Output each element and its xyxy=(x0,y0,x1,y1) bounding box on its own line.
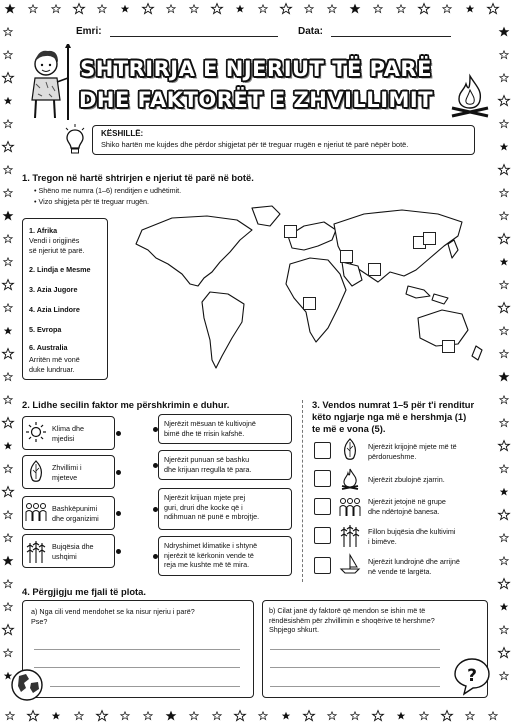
border-star xyxy=(488,4,499,14)
border-star xyxy=(259,5,267,13)
factor-label-4: Bujqësia dhe ushqimi xyxy=(52,542,94,561)
border-star xyxy=(373,711,384,721)
border-star xyxy=(4,258,12,266)
event-text-3: Njerëzit jetojnë në grupe dhe ndërtojnë banesa. xyxy=(368,497,446,516)
event-number-box-1[interactable] xyxy=(314,442,331,459)
people-icon xyxy=(339,497,361,517)
border-star xyxy=(4,465,12,473)
border-star xyxy=(4,442,12,450)
stone-tool-icon xyxy=(28,460,44,484)
border-star xyxy=(3,625,14,635)
fire-icon xyxy=(340,468,360,490)
border-star xyxy=(499,648,510,658)
border-star xyxy=(3,73,14,83)
answer-a-line-1[interactable] xyxy=(34,649,240,650)
route-item-1: 1. Afrika xyxy=(29,226,58,235)
border-star xyxy=(500,557,508,565)
border-star xyxy=(212,4,223,14)
event-text-4: Fillon bujqësia dhe kultivimi i bimëve. xyxy=(368,527,456,546)
border-star xyxy=(466,712,474,720)
people-icon xyxy=(25,502,47,522)
event-text-1: Njerëzit krijojnë mjete më të përdorueshme. xyxy=(368,442,457,461)
border-star xyxy=(499,27,510,37)
factor-label-1: Klima dhe mjedisi xyxy=(52,424,84,443)
border-star xyxy=(3,211,14,221)
factor-dot-2[interactable] xyxy=(116,470,121,475)
map-box-africa[interactable] xyxy=(303,297,316,310)
factor-label-3: Bashkëpunimi dhe organizimi xyxy=(52,504,99,523)
border-star xyxy=(500,396,508,404)
event-number-box-4[interactable] xyxy=(314,527,331,544)
border-star xyxy=(167,5,175,13)
border-star xyxy=(419,4,430,14)
border-star xyxy=(190,712,198,720)
question-b: b) Cilat janë dy faktorë që mendon se ishin më të rëndësishëm për zhvillimin e shoqërive të hershme? Shpjego shkurt. xyxy=(269,606,435,634)
border-star xyxy=(190,5,198,13)
section-3-heading-3: te më e vona (5). xyxy=(312,423,386,434)
page-title-line-2: DHE FAKTORËT E ZHVILLIMIT xyxy=(78,88,434,112)
border-star xyxy=(500,212,508,220)
tip-label: KËSHILLË: xyxy=(101,129,144,138)
tip-box xyxy=(92,125,475,155)
border-star xyxy=(4,649,12,657)
name-label: Emri: xyxy=(76,26,102,37)
event-number-box-5[interactable] xyxy=(314,557,331,574)
world-map xyxy=(112,200,490,375)
border-star xyxy=(442,711,453,721)
question-bubble-icon xyxy=(452,656,492,696)
border-star xyxy=(466,5,474,13)
border-star xyxy=(328,712,336,720)
wheat-icon xyxy=(26,539,46,563)
border-star xyxy=(3,349,14,359)
description-dot-1[interactable] xyxy=(153,427,158,432)
border-star xyxy=(4,580,12,588)
border-star xyxy=(259,712,267,720)
border-star xyxy=(500,327,508,335)
border-star xyxy=(166,711,177,721)
answer-b-line-2[interactable] xyxy=(270,667,440,668)
border-star xyxy=(121,5,129,13)
border-star xyxy=(420,712,428,720)
section-4-heading: 4. Përgjigju me fjali të plota. xyxy=(22,586,146,597)
answer-a-line-2[interactable] xyxy=(34,667,240,668)
border-star xyxy=(4,97,12,105)
route-item-3: 3. Azia Jugore xyxy=(29,285,78,294)
border-star xyxy=(305,5,313,13)
event-number-box-2[interactable] xyxy=(314,470,331,487)
border-star xyxy=(500,419,508,427)
border-star xyxy=(52,5,60,13)
question-a: a) Nga cili vend mendohet se ka nisur njeriu i parë? Pse? xyxy=(31,607,195,626)
border-star xyxy=(350,4,361,14)
border-star xyxy=(75,712,83,720)
border-star xyxy=(499,234,510,244)
description-dot-2[interactable] xyxy=(153,463,158,468)
route-note: Arritën më vonë duke lundruar. xyxy=(29,355,80,374)
border-star xyxy=(500,189,508,197)
map-box-south-asia[interactable] xyxy=(368,263,381,276)
border-star xyxy=(4,511,12,519)
border-star xyxy=(500,258,508,266)
border-star xyxy=(6,712,14,720)
border-star xyxy=(500,672,508,680)
event-text-5: Njerëzit lundrojnë dhe arrijnë në vende të largëta. xyxy=(368,557,460,576)
map-box-east-asia-2[interactable] xyxy=(423,232,436,245)
border-star xyxy=(499,372,510,382)
route-item-1-desc: Vendi i origjinës së njeriut të parë. xyxy=(29,236,85,255)
border-star xyxy=(282,712,290,720)
border-star xyxy=(3,418,14,428)
section-1-bullet-2: • Vizo shigjeta për të treguar rrugën. xyxy=(34,197,150,206)
route-item-6: 6. Australia xyxy=(29,343,68,352)
section-3-heading-1: 3. Vendos numrat 1–5 për t'i renditur xyxy=(312,399,475,410)
sun-icon xyxy=(26,422,46,442)
border-star xyxy=(4,534,12,542)
border-star xyxy=(500,74,508,82)
description-2: Njerëzit punuan së bashku dhe krijuan rregulla të para. xyxy=(164,455,252,474)
factor-dot-1[interactable] xyxy=(116,431,121,436)
map-box-australia[interactable] xyxy=(442,340,455,353)
factor-label-2: Zhvillimi i mjeteve xyxy=(52,463,82,482)
border-star xyxy=(499,165,510,175)
border-star xyxy=(499,510,510,520)
section-1-bullet-1: • Shëno me numra (1–6) renditjen e udhëtimit. xyxy=(34,186,182,195)
globe-icon xyxy=(10,668,44,702)
border-star xyxy=(4,189,12,197)
border-star xyxy=(213,712,221,720)
border-star xyxy=(29,5,37,13)
name-field[interactable] xyxy=(110,36,278,37)
border-star xyxy=(281,4,292,14)
date-field[interactable] xyxy=(331,36,451,37)
map-box-middle-east[interactable] xyxy=(340,250,353,263)
border-star xyxy=(397,5,405,13)
map-box-europe[interactable] xyxy=(284,225,297,238)
border-star xyxy=(4,235,12,243)
border-star xyxy=(374,5,382,13)
border-star xyxy=(499,96,510,106)
light-bulb-icon xyxy=(64,124,86,158)
border-star xyxy=(500,488,508,496)
factor-dot-3[interactable] xyxy=(116,511,121,516)
section-1-heading: 1. Tregon në hartë shtrirjen e njeriut të parë në botë. xyxy=(22,172,254,183)
border-star xyxy=(4,120,12,128)
border-star xyxy=(499,303,510,313)
route-list-box xyxy=(22,218,108,380)
border-star xyxy=(397,712,405,720)
border-star xyxy=(52,712,60,720)
border-star xyxy=(97,711,108,721)
border-star xyxy=(5,4,16,14)
border-star xyxy=(500,143,508,151)
border-star xyxy=(4,373,12,381)
tip-text: Shiko hartën me kujdes dhe përdor shigjetat për të treguar rrugën e njeriut të parë nëpër botë. xyxy=(101,140,409,149)
answer-b-line-1[interactable] xyxy=(270,649,440,650)
border-star xyxy=(328,5,336,13)
border-star xyxy=(499,579,510,589)
wheat-icon xyxy=(340,523,360,547)
border-star xyxy=(500,534,508,542)
border-star xyxy=(98,5,106,13)
border-star xyxy=(4,603,12,611)
event-text-2: Njerëzit zbulojnë zjarrin. xyxy=(368,475,445,484)
border-star xyxy=(4,304,12,312)
boat-icon xyxy=(339,553,361,575)
factor-dot-4[interactable] xyxy=(116,549,121,554)
border-star xyxy=(443,5,451,13)
page-title-line-1: SHTRIRJA E NJERIUT TË PARË xyxy=(80,57,432,81)
description-3: Njerëzit krijuan mjete prej guri, druri dhe kocke që i ndihmuan në punë e mbrojtje. xyxy=(164,493,260,521)
border-star xyxy=(500,120,508,128)
route-item-4: 4. Azia Lindore xyxy=(29,305,80,314)
border-star xyxy=(236,5,244,13)
border-star xyxy=(4,396,12,404)
stone-tool-icon xyxy=(342,438,358,462)
border-star xyxy=(500,626,508,634)
section-2-heading: 2. Lidhe secilin faktor me përshkrimin e duhur. xyxy=(22,399,230,410)
date-label: Data: xyxy=(298,26,324,37)
border-star xyxy=(121,712,129,720)
border-star xyxy=(500,465,508,473)
border-star xyxy=(3,487,14,497)
campfire-icon xyxy=(446,72,494,120)
border-star xyxy=(4,28,12,36)
border-star xyxy=(3,280,14,290)
section-divider xyxy=(302,400,303,582)
border-star xyxy=(4,166,12,174)
border-star xyxy=(4,51,12,59)
border-star xyxy=(3,142,14,152)
border-star xyxy=(304,711,315,721)
border-star xyxy=(500,51,508,59)
svg-text:?: ? xyxy=(467,666,477,686)
border-star xyxy=(74,4,85,14)
border-star xyxy=(3,556,14,566)
border-star xyxy=(143,4,154,14)
border-star xyxy=(144,712,152,720)
description-4: Ndryshimet klimatike i shtynë njerëzit të kërkonin vende të reja me kushte më të mira. xyxy=(164,541,258,569)
event-number-box-3[interactable] xyxy=(314,498,331,515)
border-star xyxy=(28,711,39,721)
border-star xyxy=(500,603,508,611)
border-star xyxy=(4,327,12,335)
route-item-5: 5. Evropa xyxy=(29,325,62,334)
route-item-2: 2. Lindja e Mesme xyxy=(29,265,91,274)
border-star xyxy=(489,712,497,720)
border-star xyxy=(500,281,508,289)
description-dot-3[interactable] xyxy=(153,507,158,512)
description-1: Njerëzit mësuan të kultivojnë bimë dhe të rrisin kafshë. xyxy=(164,419,256,438)
answer-a-line-3[interactable] xyxy=(50,686,240,687)
border-star xyxy=(235,711,246,721)
section-3-heading-2: këto ngjarje nga më e hershmja (1) xyxy=(312,411,467,422)
border-star xyxy=(500,350,508,358)
description-dot-4[interactable] xyxy=(153,554,158,559)
border-star xyxy=(499,441,510,451)
answer-b-line-3[interactable] xyxy=(270,686,440,687)
border-star xyxy=(351,712,359,720)
